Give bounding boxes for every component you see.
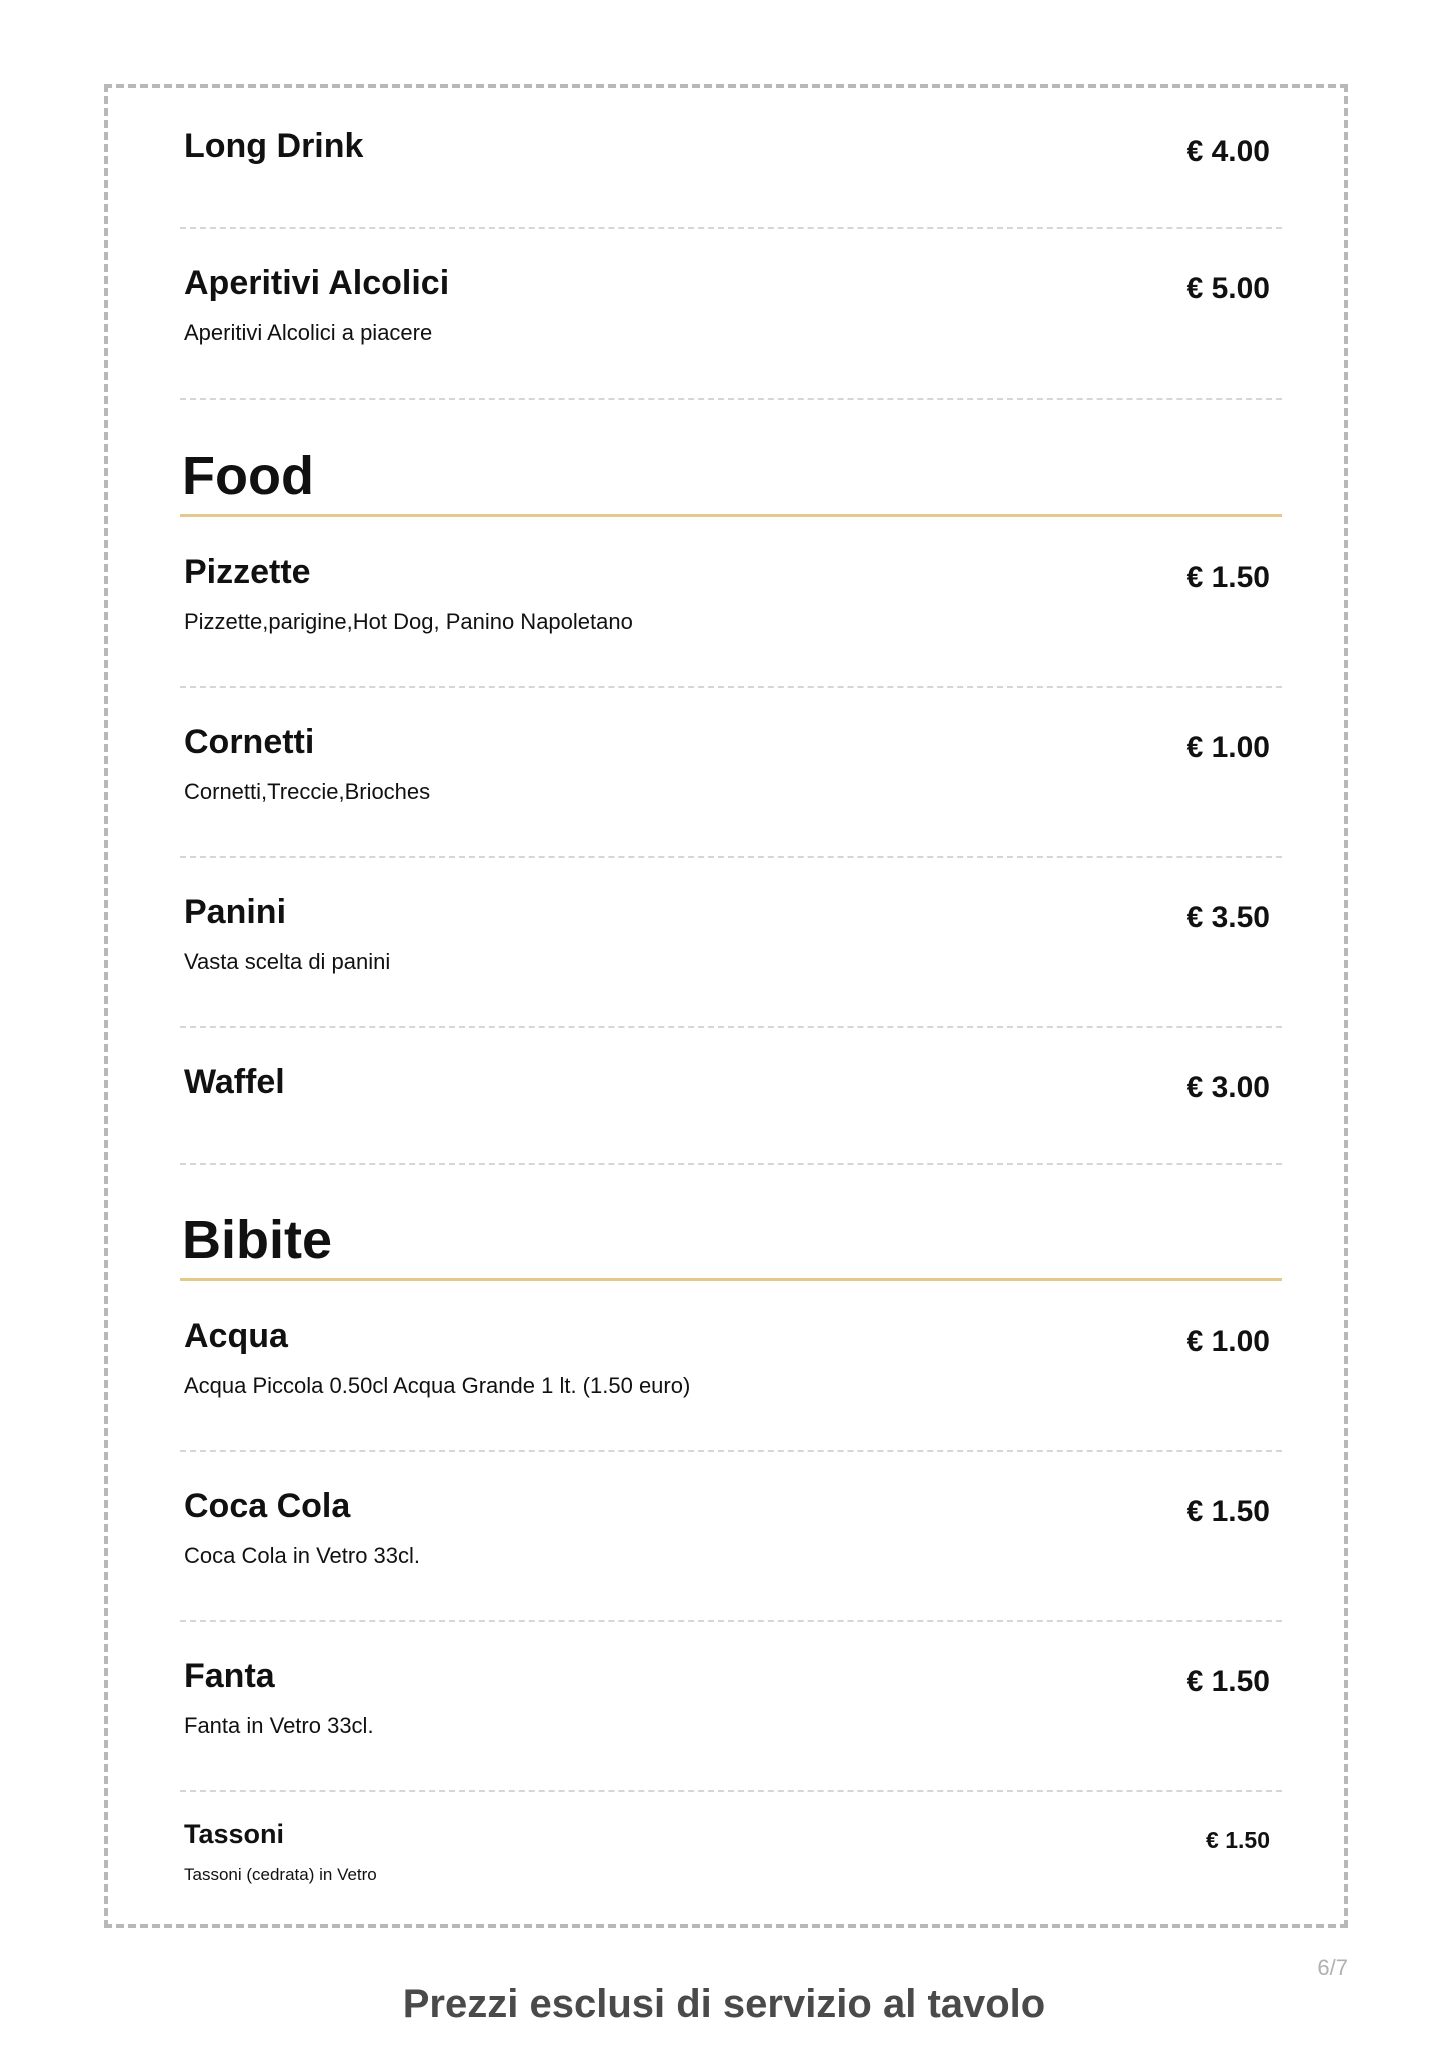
- item-name: Panini: [184, 893, 287, 931]
- item-price: € 1.50: [1186, 1665, 1270, 1698]
- item-name: Pizzette: [184, 553, 311, 591]
- item-price: € 1.00: [1186, 1325, 1270, 1358]
- item-separator: [180, 1026, 1282, 1028]
- item-name: Tassoni: [184, 1819, 285, 1849]
- item-price: € 5.00: [1186, 272, 1270, 305]
- item-separator: [180, 1163, 1282, 1165]
- item-name: Aperitivi Alcolici: [184, 264, 450, 302]
- item-name: Cornetti: [184, 723, 315, 761]
- item-description: Cornetti,Treccie,Brioches: [184, 779, 431, 804]
- item-description: Vasta scelta di panini: [184, 949, 391, 974]
- item-name: Coca Cola: [184, 1487, 351, 1525]
- item-separator: [180, 398, 1282, 400]
- section-title-food: Food: [182, 446, 314, 506]
- item-price: € 1.50: [1206, 1827, 1270, 1853]
- item-name: Long Drink: [184, 127, 364, 165]
- item-separator: [180, 1450, 1282, 1452]
- item-description: Tassoni (cedrata) in Vetro: [184, 1865, 377, 1884]
- item-separator: [180, 1620, 1282, 1622]
- item-separator: [180, 1790, 1282, 1792]
- item-name: Waffel: [184, 1063, 285, 1101]
- item-description: Coca Cola in Vetro 33cl.: [184, 1543, 421, 1568]
- page-number: 6/7: [1317, 1955, 1348, 1980]
- item-description: Pizzette,parigine,Hot Dog, Panino Napoletano: [184, 609, 633, 634]
- section-title-bibite: Bibite: [182, 1210, 333, 1270]
- item-price: € 3.50: [1186, 901, 1270, 934]
- section-rule: [180, 514, 1282, 517]
- item-price: € 3.00: [1186, 1071, 1270, 1104]
- section-rule: [180, 1278, 1282, 1281]
- item-price: € 1.50: [1186, 561, 1270, 594]
- item-description: Acqua Piccola 0.50cl Acqua Grande 1 lt. (1.50 euro): [184, 1373, 691, 1398]
- item-separator: [180, 686, 1282, 688]
- item-description: Fanta in Vetro 33cl.: [184, 1713, 374, 1738]
- item-price: € 1.00: [1186, 731, 1270, 764]
- item-name: Fanta: [184, 1657, 275, 1695]
- item-description: Aperitivi Alcolici a piacere: [184, 320, 433, 345]
- item-price: € 4.00: [1186, 135, 1270, 168]
- menu-frame: [104, 84, 1348, 1928]
- item-separator: [180, 856, 1282, 858]
- footer-note: Prezzi esclusi di servizio al tavolo: [402, 1982, 1046, 2026]
- item-price: € 1.50: [1186, 1495, 1270, 1528]
- item-separator: [180, 227, 1282, 229]
- item-name: Acqua: [184, 1317, 288, 1355]
